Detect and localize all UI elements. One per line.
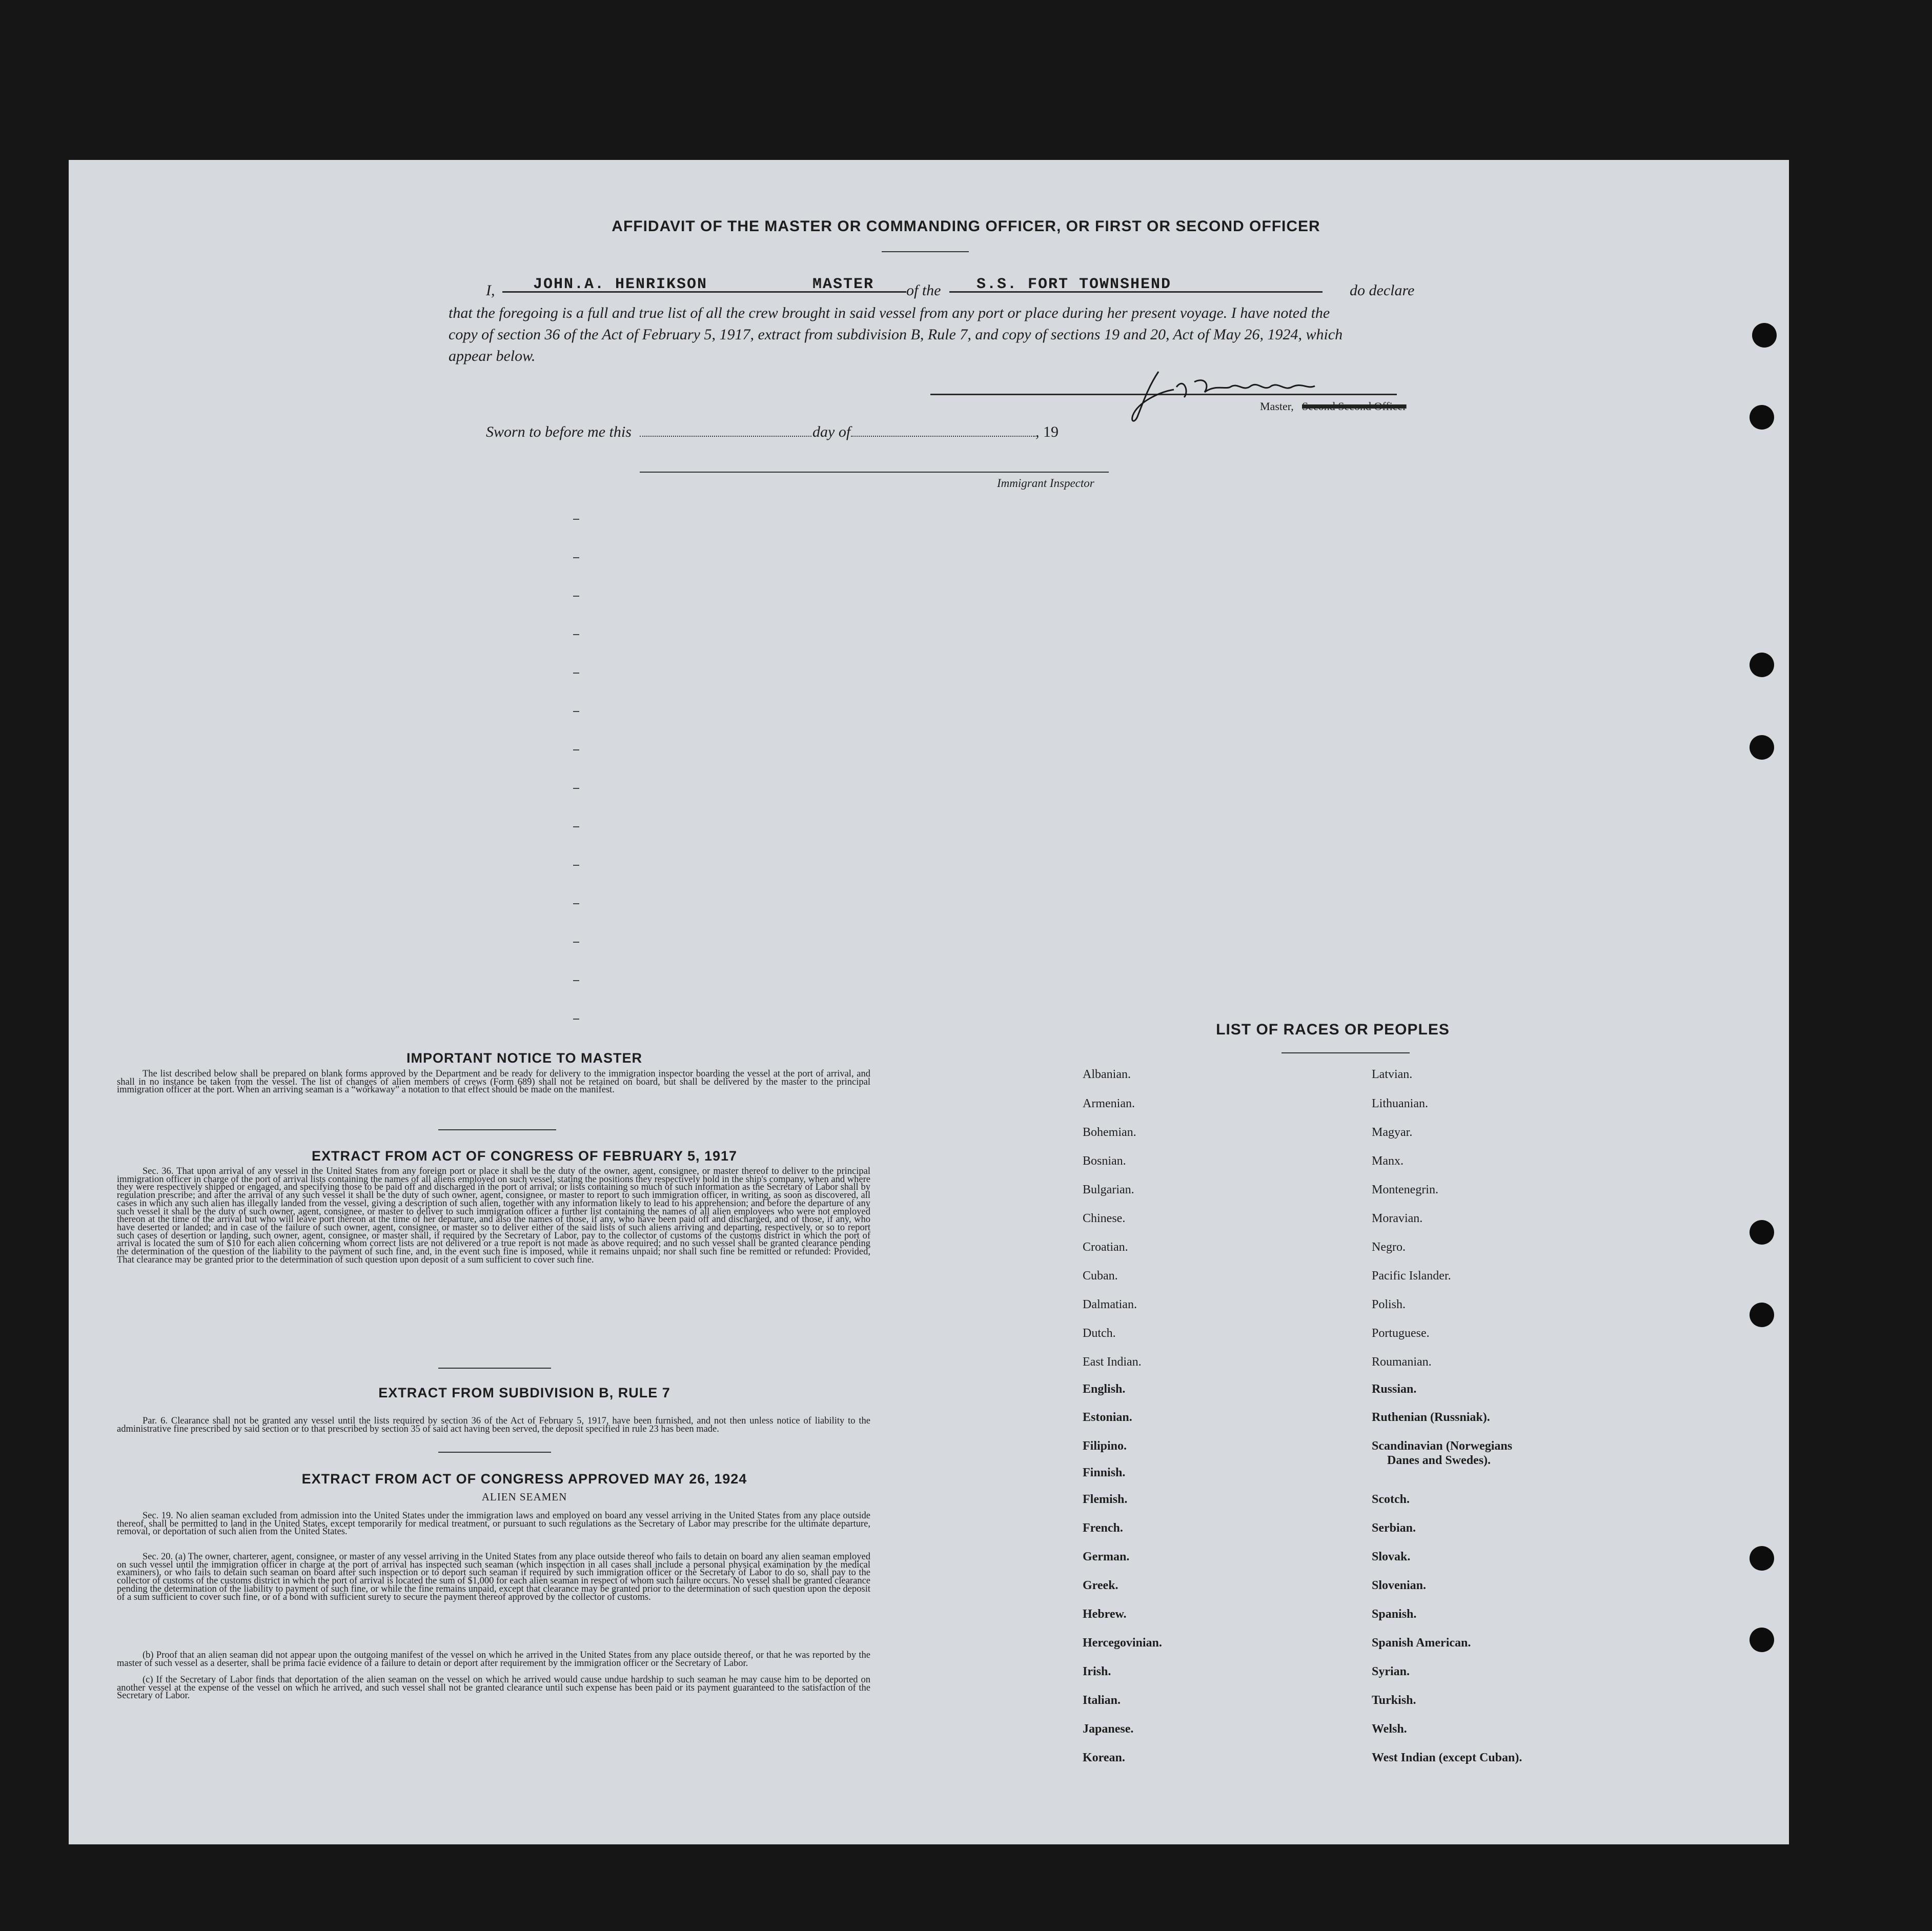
race-item: Syrian. xyxy=(1372,1665,1410,1678)
affidavit-text-line: that the foregoing is a full and true list of all the crew brought in said vessel from any port or place during her present voyage. I have noted the xyxy=(449,304,1330,321)
race-item: Serbian. xyxy=(1372,1521,1416,1535)
margin-tick xyxy=(573,673,579,674)
races-title: LIST OF RACES OR PEOPLES xyxy=(1216,1021,1450,1038)
margin-tick xyxy=(573,903,579,904)
inspector-signature-line xyxy=(640,472,1109,473)
rule7-title: EXTRACT FROM SUBDIVISION B, RULE 7 xyxy=(378,1385,670,1400)
sworn-month-line xyxy=(851,436,1035,437)
race-item: Lithuanian. xyxy=(1372,1097,1428,1110)
binder-hole xyxy=(1750,1220,1774,1245)
affidavit-prefix: I, xyxy=(486,282,495,299)
race-item: Spanish American. xyxy=(1372,1636,1471,1650)
margin-tick xyxy=(573,826,579,827)
margin-tick xyxy=(573,980,579,981)
margin-tick xyxy=(573,596,579,597)
race-item: Negro. xyxy=(1372,1241,1406,1254)
master-name: JOHN.A. HENRIKSON xyxy=(533,276,708,293)
extract-1924-title: EXTRACT FROM ACT OF CONGRESS APPROVED MAY 26, 1924 xyxy=(301,1471,747,1487)
vessel-name: S.S. FORT TOWNSHEND xyxy=(977,276,1172,293)
binder-hole xyxy=(1750,405,1774,430)
margin-tick xyxy=(573,788,579,789)
race-item: Hercegovinian. xyxy=(1083,1636,1162,1650)
divider xyxy=(438,1452,551,1453)
race-item: Irish. xyxy=(1083,1665,1111,1678)
page-title: AFFIDAVIT OF THE MASTER OR COMMANDING OFFICER, OR FIRST OR SECOND OFFICER xyxy=(612,218,1320,235)
margin-tick xyxy=(573,711,579,712)
sec20a-text: Sec. 20. (a) The owner, charterer, agent, consignee, or master of any vessel arriving in the United States from any place outside thereof who fails to detain on board any alien seaman employed on such vessel until the immigration officer in charge at the port of arrival has inspected such seaman (which inspection in all cases shall include a personal physical examination by the medical examiners), or who fails to detain such seaman on board after such inspection or to deport such seaman if required by such immigration officer or the Secretary of Labor to do so, shall pay to the collector of customs of the customs district in which the port of arrival is located the sum of $1,000 for each alien seaman in respect of whom such failure occurs. No vessel shall be granted clearance pending the determination of the liability to payment of such fine, or while the fine remains unpaid, except that clearance may be granted prior to the determination of such question upon the deposit of a sum sufficient to cover such fine, or of a bond with sufficient surety to secure the payment thereof approved by the collector of customs. xyxy=(117,1552,870,1602)
margin-tick xyxy=(573,519,579,520)
affidavit-text-line: copy of section 36 of the Act of February 5, 1917, extract from subdivision B, Rule 7, and copy of sections 19 and 20, Act of May 26, 1924, which xyxy=(449,326,1343,343)
binder-hole xyxy=(1750,1628,1774,1652)
race-item: Korean. xyxy=(1083,1751,1125,1764)
margin-tick xyxy=(573,865,579,866)
margin-tick xyxy=(573,1019,579,1020)
race-item: Bohemian. xyxy=(1083,1126,1136,1139)
master-rank: MASTER xyxy=(812,276,875,293)
binder-hole xyxy=(1752,323,1777,348)
race-item: Scandinavian (Norwegians xyxy=(1372,1439,1513,1453)
race-item: Filipino. xyxy=(1083,1439,1127,1453)
race-item: Portuguese. xyxy=(1372,1327,1430,1340)
signature-title: Master, xyxy=(1260,400,1294,413)
notice-text: The list described below shall be prepared on blank forms approved by the Department and be ready for delivery to the immigration inspector boarding the vessel at the port of arrival, and shall in no instance be taken from the vessel. The list of changes of alien members of crews (Form 689) shall not be retained on board, but shall be delivered by the master to the principal immigration officer at the port. When an arriving seaman is a “workaway” a notation to that effect should be made on the manifest. xyxy=(117,1069,870,1095)
divider xyxy=(438,1129,556,1130)
binder-hole xyxy=(1750,653,1774,677)
divider xyxy=(438,1368,551,1369)
race-item: Italian. xyxy=(1083,1694,1121,1707)
race-item: Roumanian. xyxy=(1372,1355,1432,1369)
rule7-text: Par. 6. Clearance shall not be granted any vessel until the lists required by section 36 of the Act of February 5, 1917, have been furnished, and not then unless notice of liability to the administrative fine prescribed by said section or to that prescribed by section 35 of said act having been served, the deposit specified in rule 23 has been made. xyxy=(117,1416,870,1434)
race-item: Russian. xyxy=(1372,1383,1417,1396)
race-item: Finnish. xyxy=(1083,1466,1126,1479)
race-item: Chinese. xyxy=(1083,1212,1126,1225)
race-item: Croatian. xyxy=(1083,1241,1128,1254)
race-item: Polish. xyxy=(1372,1298,1406,1311)
race-item: German. xyxy=(1083,1550,1130,1563)
struck-title: Second Second Officer xyxy=(1302,400,1407,413)
inspector-label: Immigrant Inspector xyxy=(997,477,1094,490)
sworn-label: Sworn to before me this xyxy=(486,423,632,440)
race-item: English. xyxy=(1083,1383,1126,1396)
margin-tick xyxy=(573,749,579,750)
divider xyxy=(1282,1052,1410,1053)
affidavit-text-line: appear below. xyxy=(449,348,536,364)
race-item: Armenian. xyxy=(1083,1097,1135,1110)
margin-tick xyxy=(573,942,579,943)
sec20b-text: (b) Proof that an alien seaman did not appear upon the outgoing manifest of the vessel on which he arrived in the United States from any place outside thereof, or that he was reported by the master of such vessel as a deserter, shall be prima facie evidence of a failure to detain or deport after requirement by the immigration officer or the Secretary of Labor. xyxy=(117,1650,870,1669)
binder-hole xyxy=(1750,735,1774,760)
race-item: French. xyxy=(1083,1521,1123,1535)
race-item: Albanian. xyxy=(1083,1068,1131,1081)
do-declare-label: do declare xyxy=(1350,282,1415,299)
alien-seamen-subtitle: ALIEN SEAMEN xyxy=(481,1491,567,1503)
race-item: Turkish. xyxy=(1372,1694,1416,1707)
race-item: Greek. xyxy=(1083,1579,1118,1592)
race-item: Bulgarian. xyxy=(1083,1183,1134,1196)
race-item: Latvian. xyxy=(1372,1068,1413,1081)
race-item: Dutch. xyxy=(1083,1327,1116,1340)
race-item: Montenegrin. xyxy=(1372,1183,1438,1196)
race-item: Danes and Swedes). xyxy=(1387,1454,1491,1467)
race-item: Dalmatian. xyxy=(1083,1298,1137,1311)
race-item: West Indian (except Cuban). xyxy=(1372,1751,1522,1764)
sec19-text: Sec. 19. No alien seaman excluded from admission into the United States under the immigration laws and employed on board any vessel arriving in the United States from any place outside thereof, shall be permitted to land in the United States, except temporarily for medical treatment, or pursuant to such regulations as the Secretary of Labor may prescribe for the ultimate departure, removal, or deportation of such alien from the United States. xyxy=(117,1511,870,1537)
race-item: Pacific Islander. xyxy=(1372,1269,1451,1283)
race-item: Cuban. xyxy=(1083,1269,1118,1283)
race-item: Bosnian. xyxy=(1083,1154,1126,1168)
of-the-label: of the xyxy=(906,282,941,299)
day-of-label: day of xyxy=(812,423,851,440)
binder-hole xyxy=(1750,1546,1774,1571)
divider xyxy=(882,251,969,252)
race-item: Manx. xyxy=(1372,1154,1404,1168)
notice-title: IMPORTANT NOTICE TO MASTER xyxy=(406,1050,642,1066)
race-item: Slovak. xyxy=(1372,1550,1411,1563)
sworn-day-line xyxy=(640,436,811,437)
margin-tick xyxy=(573,634,579,635)
race-item: Moravian. xyxy=(1372,1212,1423,1225)
extract-1917-title: EXTRACT FROM ACT OF CONGRESS OF FEBRUARY 5, 1917 xyxy=(311,1148,738,1164)
race-item: Estonian. xyxy=(1083,1411,1132,1424)
margin-tick xyxy=(573,557,579,558)
race-item: Japanese. xyxy=(1083,1722,1134,1736)
race-item: Welsh. xyxy=(1372,1722,1407,1736)
race-item: Hebrew. xyxy=(1083,1608,1127,1621)
race-item: Scotch. xyxy=(1372,1493,1410,1506)
race-item: Slovenian. xyxy=(1372,1579,1427,1592)
signature xyxy=(1128,367,1323,428)
binder-hole xyxy=(1750,1303,1774,1327)
race-item: East Indian. xyxy=(1083,1355,1142,1369)
year-label: , 19 xyxy=(1035,423,1059,440)
race-item: Ruthenian (Russniak). xyxy=(1372,1411,1490,1424)
race-item: Spanish. xyxy=(1372,1608,1417,1621)
race-item: Flemish. xyxy=(1083,1493,1128,1506)
race-item: Magyar. xyxy=(1372,1126,1413,1139)
sec20c-text: (c) If the Secretary of Labor finds that deportation of the alien seaman on the vessel on which he arrived would cause undue hardship to such seaman he may cause him to be deported on another vessel at the expense of the vessel on which he arrived, and such vessel shall not be granted clearance until such expense has been paid or its payment guaranteed to the satisfaction of the Secretary of Labor. xyxy=(117,1675,870,1701)
extract-1917-text: Sec. 36. That upon arrival of any vessel in the United States from any foreign port or place it shall be the duty of the owner, agent, consignee, or master thereof to deliver to the principal immigration officer in charge of the port of arrival lists containing the names of all aliens employed on such vessel, stating the positions they respectively hold in the ship's company, when and where they were respectively shipped or engaged, and specifying those to be paid off and discharged in the port of arrival; or lists containing so much of such information as the Secretary of Labor shall by regulation prescribe; and after the arrival of any such vessel it shall be the duty of such owner, agent, consignee, or master to report to such immigration officer, in writing, as soon as discovered, all cases in which any such alien has illegally landed from the vessel, giving a description of such alien, together with any information likely to lead to his apprehension; and before the departure of any such vessel it shall be the duty of such owner, agent, consignee, or master to deliver to such immigration officer a further list containing the names of all alien employees who were not employed thereon at the time of the arrival but who will leave port thereon at the time of her departure, and also the names of those, if any, who have been paid off and discharged, and of those, if any, who have deserted or landed; and in case of the failure of such owner, agent, consignee, or master so to deliver either of the said lists of such aliens arriving and departing, respectively, or so to report such cases of desertion or landing, such owner, agent, consignee, or master shall, if required by the Secretary of Labor, pay to the collector of customs of the customs district in which the port of arrival is located the sum of $10 for each alien concerning whom correct lists are not delivered or a true report is not made as above required; and no such vessel shall be granted clearance pending the determination of the question of the liability to the payment of such fine, and, in the event such fine is imposed, while it remains unpaid; nor shall such fine be remitted or refunded: Provided, That clearance may be granted prior to the determination of such question upon deposit of a sum sufficient to cover such fine. xyxy=(117,1166,870,1265)
